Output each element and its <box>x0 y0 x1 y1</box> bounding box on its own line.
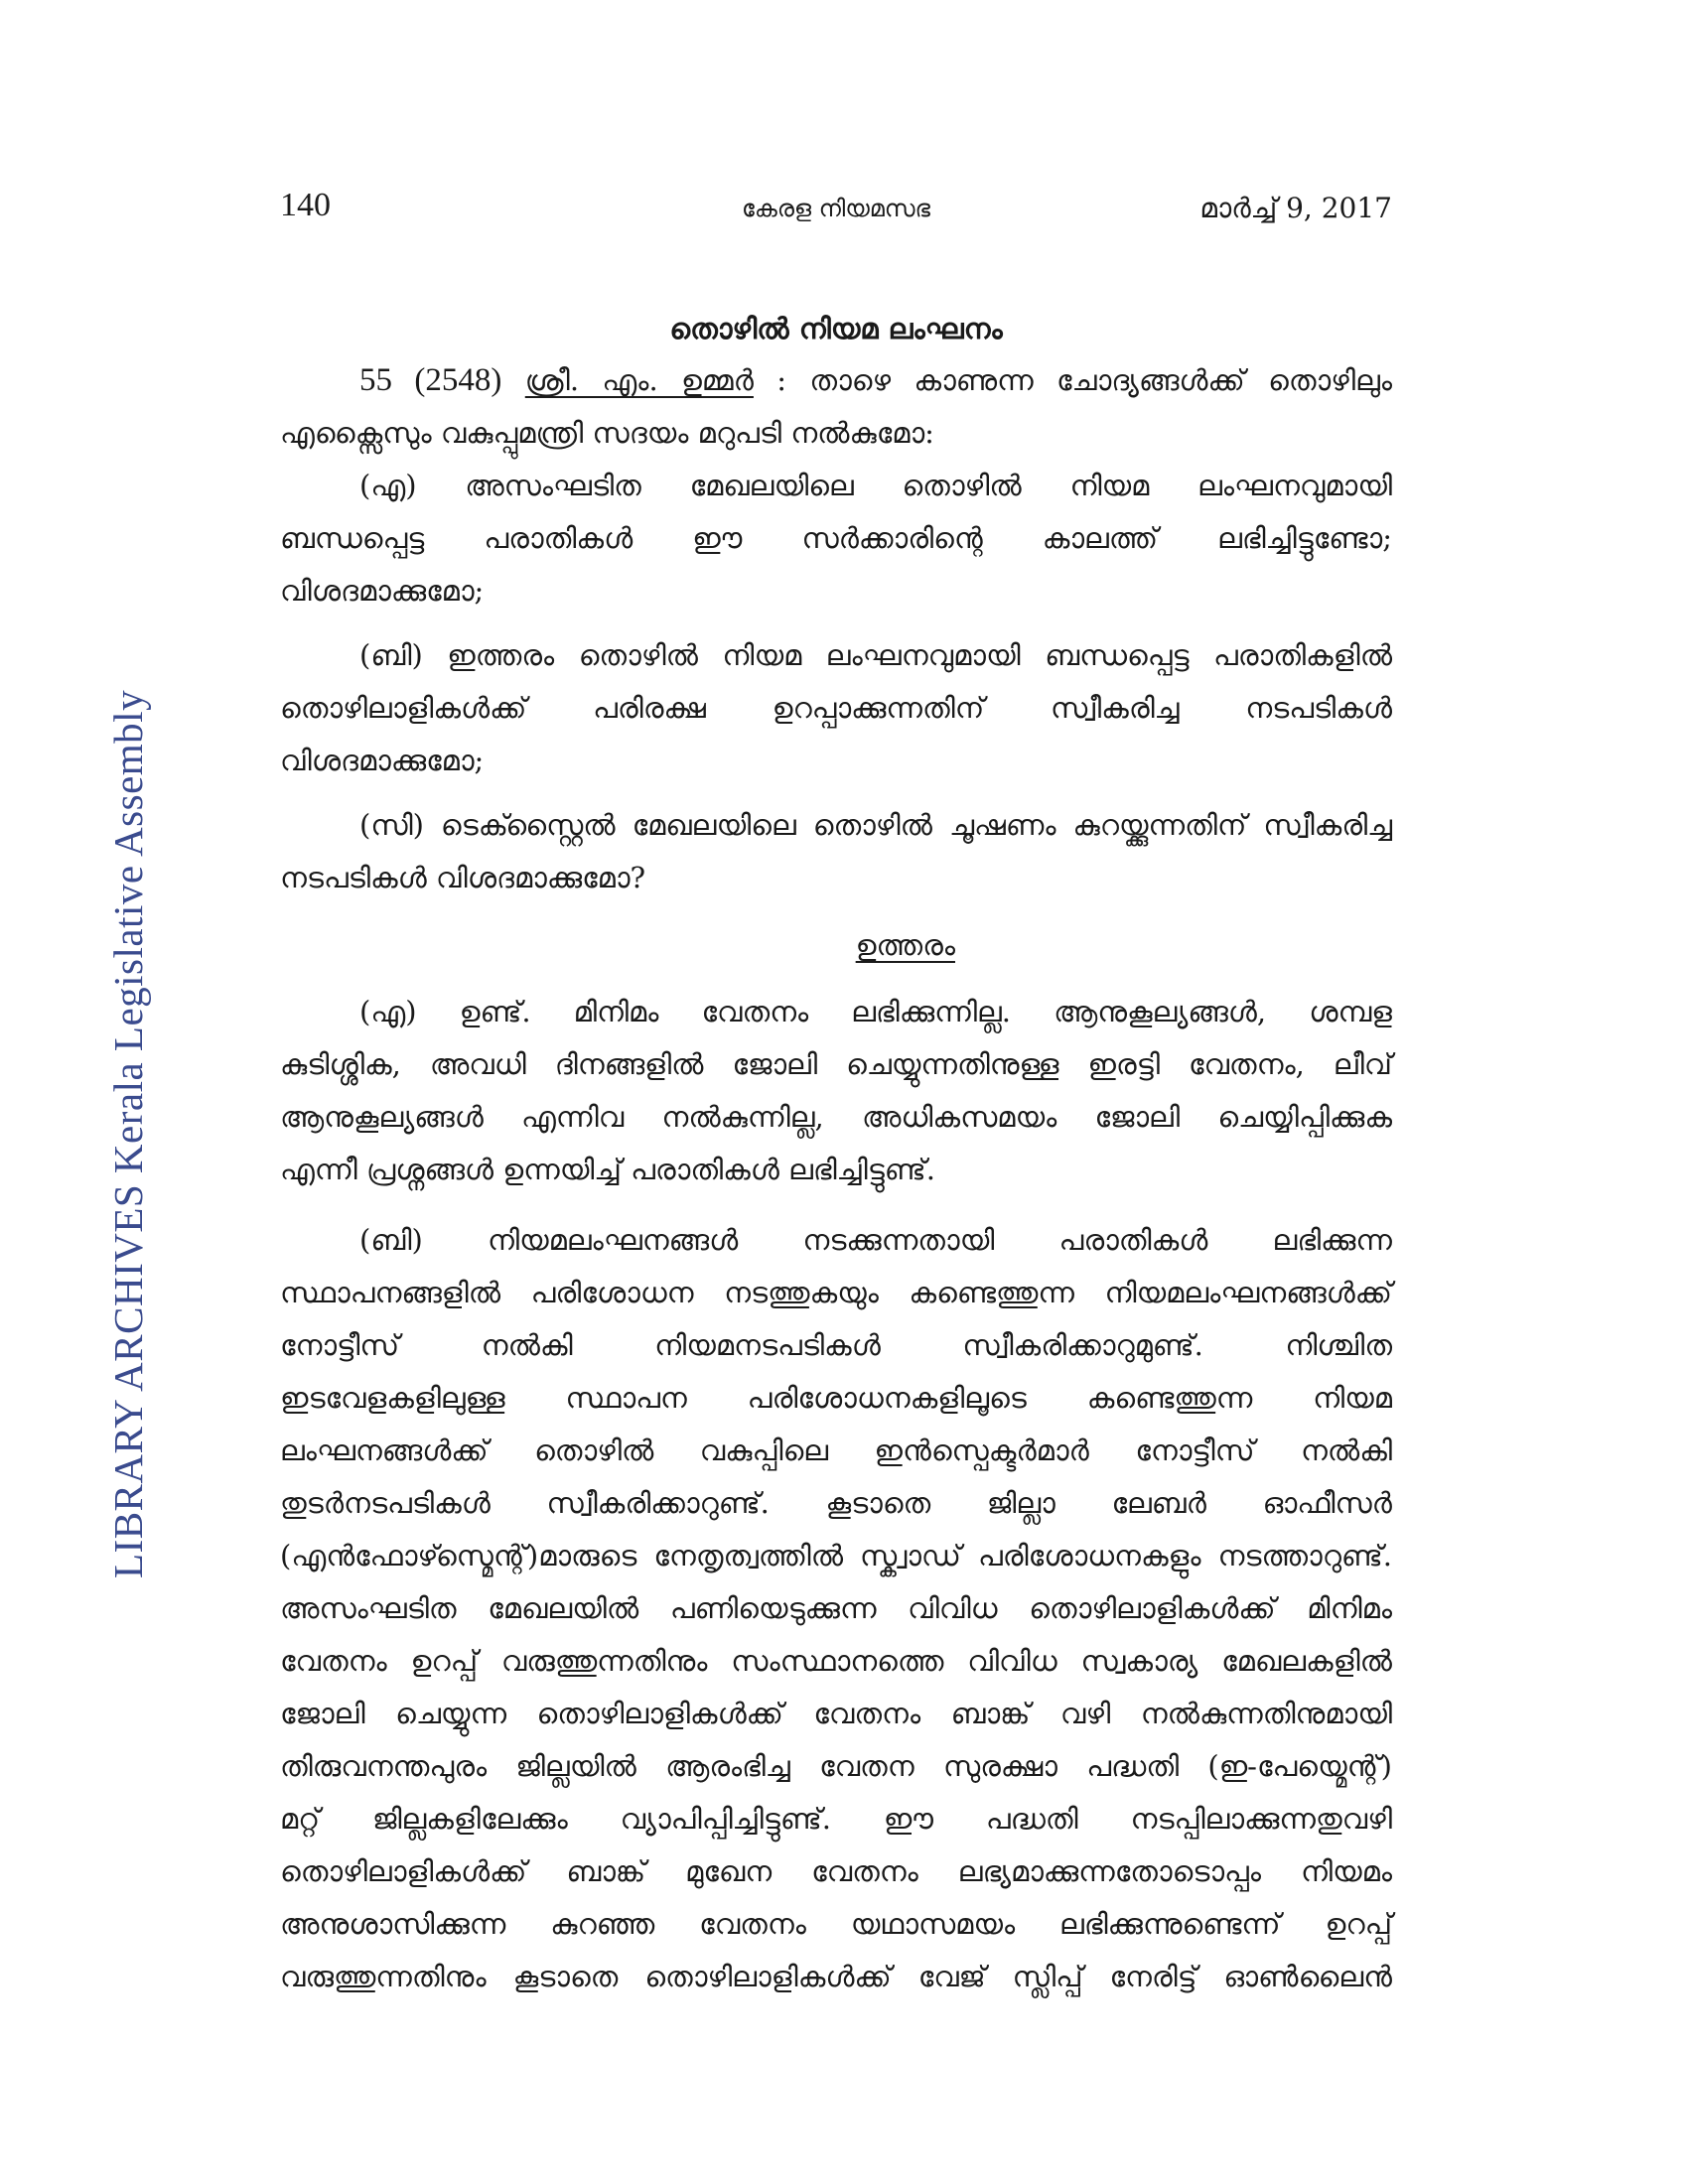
answer-heading: ഉത്തരം <box>855 928 955 962</box>
answer-b-line: തൊഴിലാളികൾക്ക് ബാങ്ക് മുഖേന വേതനം ലഭ്യമാക്കുന്നതോടൊപ്പം നിയമം <box>280 1854 1392 1888</box>
answer-b-line: ലംഘനങ്ങൾക്ക് തൊഴിൽ വകുപ്പിലെ ഇൻസ്പെക്ടർമാർ നോട്ടീസ് നൽകി <box>280 1433 1392 1467</box>
page-number: 140 <box>280 187 331 223</box>
question-b-line: (ബി) ഇത്തരം തൊഴിൽ നിയമ ലംഘനവുമായി ബന്ധപ്പെട്ട പരാതികളിൽ <box>359 638 1392 672</box>
answer-a-line: (എ) ഉണ്ട്. മിനിമം വേതനം ലഭിക്കുന്നില്ല. ആനുകൂല്യങ്ങൾ, ശമ്പള <box>359 995 1392 1028</box>
question-c-line: നടപടികൾ വിശദമാക്കുമോ? <box>280 861 646 894</box>
answer-b-line: വരുത്തുന്നതിനും കൂടാതെ തൊഴിലാളികൾക്ക് വേജ് സ്ലിപ്പ് നേരിട്ട് ഓൺലൈൻ <box>280 1960 1392 1993</box>
running-date: മാർച്ച് 9, 2017 <box>1199 192 1392 224</box>
answer-b-line: (ബി) നിയമലംഘനങ്ങൾ നടക്കുന്നതായി പരാതികൾ ലഭിക്കുന്ന <box>359 1223 1392 1257</box>
answer-b-line: വേതനം ഉറപ്പ് വരുത്തുന്നതിനും സംസ്ഥാനത്തെ വിവിധ സ്വകാര്യ മേഖലകളിൽ <box>280 1644 1392 1678</box>
answer-b-line: സ്ഥാപനങ്ങളിൽ പരിശോധന നടത്തുകയും കണ്ടെത്തുന്ന നിയമലംഘനങ്ങൾക്ക് <box>280 1276 1392 1309</box>
question-intro-line <box>280 354 1392 407</box>
document-body <box>280 303 1392 2003</box>
question-c-line: (സി) ടെക്സ്റ്റൈൽ മേഖലയിലെ തൊഴിൽ ചൂഷണം കുറയ്ക്കുന്നതിന് സ്വീകരിച്ച <box>359 808 1392 842</box>
answer-b-line: തുടർനടപടികൾ സ്വീകരിക്കാറുണ്ട്. കൂടാതെ ജില്ലാ ലേബർ ഓഫീസർ <box>280 1486 1392 1520</box>
question-b-line: തൊഴിലാളികൾക്ക് പരിരക്ഷ ഉറപ്പാക്കുന്നതിന് സ്വീകരിച്ച നടപടികൾ <box>280 691 1392 725</box>
question-b-line: വിശദമാക്കുമോ; <box>280 744 485 777</box>
answer-b-line: ജോലി ചെയ്യുന്ന തൊഴിലാളികൾക്ക് വേതനം ബാങ്ക് വഴി നൽകുന്നതിനുമായി <box>280 1697 1392 1730</box>
page-header <box>280 187 1392 236</box>
question-a-line: ബന്ധപ്പെട്ട പരാതികൾ ഈ സർക്കാരിന്റെ കാലത്ത് ലഭിച്ചിട്ടുണ്ടോ; <box>280 521 1392 555</box>
answer-a-line: കുടിശ്ശിക, അവധി ദിനങ്ങളിൽ ജോലി ചെയ്യുന്നതിനുള്ള ഇരട്ടി വേതനം, ലീവ് <box>280 1047 1392 1081</box>
answer-a-line: ആനുകൂല്യങ്ങൾ എന്നിവ നൽകുന്നില്ല, അധികസമയം ജോലി ചെയ്യിപ്പിക്കുക <box>280 1100 1392 1134</box>
answer-b-line: അസംഘടിത മേഖലയിൽ പണിയെടുക്കുന്ന വിവിധ തൊഴിലാളികൾക്ക് മിനിമം <box>280 1591 1392 1625</box>
question-number: 55 (2548) <box>359 362 502 398</box>
archive-watermark: LIBRARY ARCHIVES Kerala Legislative Assembly <box>105 689 151 1578</box>
answer-b-line: മറ്റ് ജില്ലകളിലേക്കും വ്യാപിപ്പിച്ചിട്ടുണ്ട്. ഈ പദ്ധതി നടപ്പിലാക്കുന്നതുവഴി <box>280 1802 1392 1836</box>
question-intro-line-2: എക്സൈസും വകുപ്പുമന്ത്രി സദയം മറുപടി നൽകുമോ: <box>280 416 934 450</box>
answer-b-line: (എൻഫോഴ്സ്മെന്റ്)മാരുടെ നേതൃത്വത്തിൽ സ്ക്വാഡ് പരിശോധനകളും നടത്താറുണ്ട്. <box>280 1539 1392 1572</box>
question-heading: തൊഴിൽ നിയമ ലംഘനം <box>669 312 1003 345</box>
answer-b-line: ഇടവേളകളിലുള്ള സ്ഥാപന പരിശോധനകളിലൂടെ കണ്ടെത്തുന്ന നിയമ <box>280 1381 1392 1415</box>
answer-b-line: നോട്ടീസ് നൽകി നിയമനടപടികൾ സ്വീകരിക്കാറുമുണ്ട്. നിശ്ചിത <box>280 1328 1392 1362</box>
question-a-line: വിശദമാക്കുമോ; <box>280 574 485 608</box>
question-intro-text: : താഴെ കാണുന്ന ചോദ്യങ്ങൾക്ക് തൊഴിലും <box>753 363 1393 397</box>
answer-a-line: എന്നീ പ്രശ്നങ്ങൾ ഉന്നയിച്ച് പരാതികൾ ലഭിച്ചിട്ടുണ്ട്. <box>280 1153 935 1186</box>
answer-b-line: തിരുവനന്തപുരം ജില്ലയിൽ ആരംഭിച്ച വേതന സുരക്ഷാ പദ്ധതി (ഇ-പേയ്മെന്റ്) <box>280 1749 1392 1783</box>
answer-b-line: അനുശാസിക്കുന്ന കുറഞ്ഞ വേതനം യഥാസമയം ലഭിക്കുന്നുണ്ടെന്ന് ഉറപ്പ് <box>280 1907 1392 1941</box>
member-name: ശ്രീ. എം. ഉമ്മർ <box>524 363 754 397</box>
running-title: കേരള നിയമസഭ <box>741 195 931 222</box>
question-a-line: (എ) അസംഘടിത മേഖലയിലെ തൊഴിൽ നിയമ ലംഘനവുമായി <box>359 469 1392 502</box>
